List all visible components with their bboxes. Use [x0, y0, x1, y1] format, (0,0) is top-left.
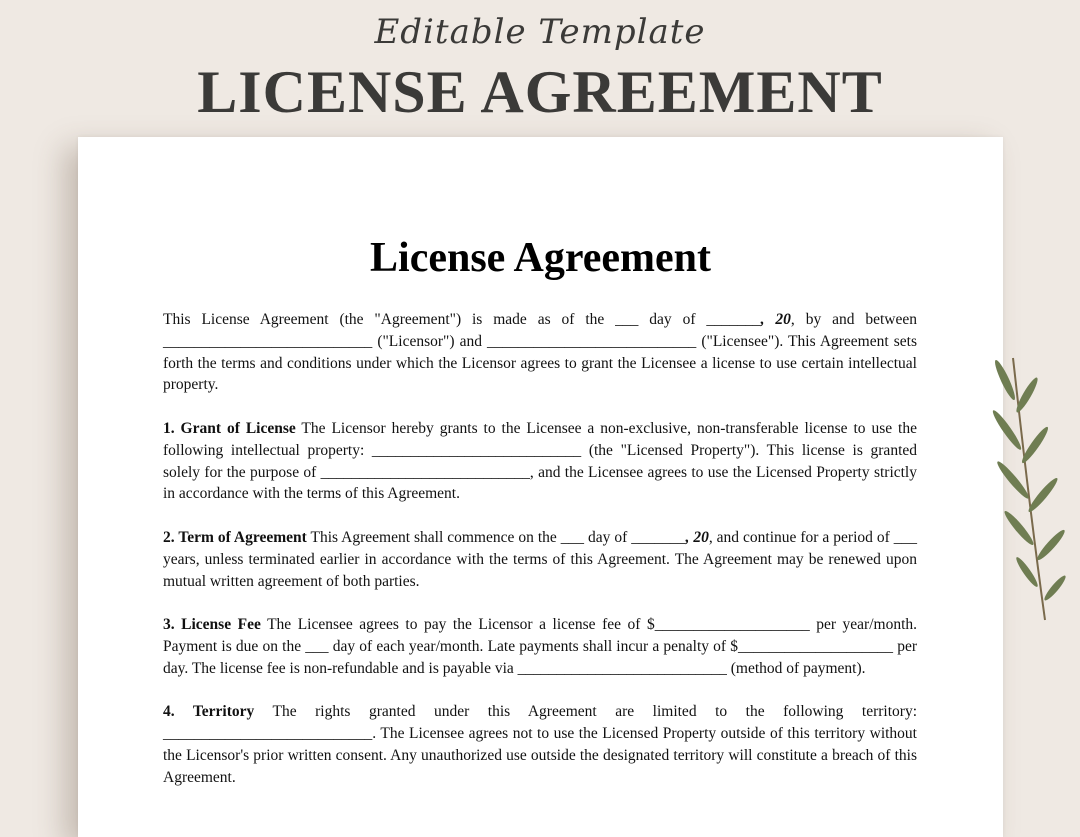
section-heading: 3. License Fee [163, 616, 261, 634]
document-title: License Agreement [370, 235, 711, 281]
section-territory: 4. Territory The rights granted under this Agreement are limited to the following territory: ___________________________. The Licensee agrees not to use the Licensed Property outside of this territory without the Licensor's prior written consent. Any unauthorized use outside the designated territory will constitute a breach of this Agreement. [163, 703, 918, 786]
section-heading: 4. Territory [163, 703, 255, 721]
section-heading: 1. Grant of License [163, 419, 296, 437]
section-term-of-agreement: 2. Term of Agreement This Agreement shall commence on the ___ day of _______, 20, and continue for a period of ___ years, unless terminated earlier in accordance with the terms of this Agreement. The Agreement may be renewed upon mutual written agreement of both parties. [163, 528, 917, 590]
section-grant-of-license: 1. Grant of License The Licensor hereby grants to the Licensee a non-exclusive, non-transferable license to use the following intellectual property: ___________________________ (the "Licensed Property"). This license is granted solely for the purpose of ___________________________, and the Licensee agrees to use the Licensed Property strictly in accordance with the terms of this Agreement. [163, 419, 917, 503]
section-license-fee: 3. License Fee The Licensee agrees to pay the Licensor a license fee of $____________________ per year/month. Payment is due on the ___ day of each year/month. Late payments shall incur a penalty of $____________________ per day. The license fee is non-refundable and is payable via ___________________________ (method of payment). [163, 616, 917, 677]
document-body [163, 309, 917, 810]
script-subtitle: Editable Template [374, 12, 706, 52]
intro-paragraph: This License Agreement (the "Agreement") is made as of the ___ day of _______, 20, by and between ___________________________ ("Licensor") and ___________________________ ("Licensee"). This Agreement sets forth the terms and conditions under which the Licensor agrees to grant the Licensee a license to use certain intellectual property. [163, 311, 918, 394]
document-page [78, 137, 1003, 837]
banner-title: LICENSE AGREEMENT [197, 59, 883, 125]
olive-sprig-icon [975, 350, 1080, 640]
section-heading: 2. Term of Agreement [163, 528, 307, 546]
